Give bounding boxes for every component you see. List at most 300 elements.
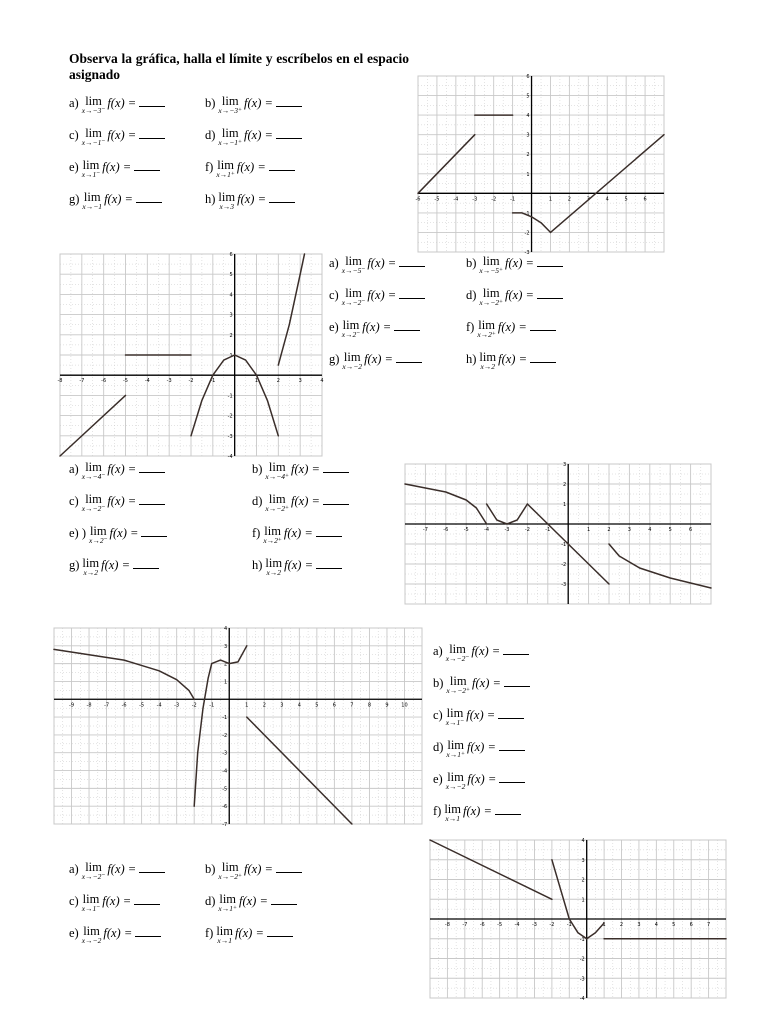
x-tick-label: -5 [463, 527, 469, 533]
x-tick-label: 7 [706, 922, 711, 928]
x-tick-label: -1 [566, 922, 572, 928]
x-tick-label: 1 [245, 702, 249, 709]
answer-blank[interactable] [498, 708, 524, 719]
answer-blank[interactable] [136, 192, 162, 203]
question-label: f) [466, 320, 475, 334]
function-expression: f(x) = [235, 926, 264, 940]
question-label: e) [433, 772, 443, 786]
x-tick-label: 2 [607, 527, 611, 533]
limit-operator: lim x→−2⁻ [81, 860, 106, 881]
x-tick-label: -3 [504, 527, 510, 533]
x-tick-label: -1 [545, 527, 551, 533]
y-tick-label: -2 [227, 413, 233, 420]
x-tick-label: 1 [548, 196, 553, 203]
x-tick-label: 4 [654, 922, 658, 928]
answer-blank[interactable] [504, 676, 530, 687]
y-tick-label: -3 [524, 250, 530, 256]
x-tick-label: -6 [443, 527, 449, 533]
x-tick-label: -3 [531, 922, 537, 928]
x-tick-label: -5 [123, 378, 128, 385]
y-tick-label: 4 [581, 838, 585, 844]
x-tick-label: -2 [491, 196, 497, 203]
answer-blank[interactable] [276, 862, 302, 873]
question-label: a) [329, 256, 339, 270]
limit-operator: lim x→1⁺ [446, 738, 465, 759]
function-expression: f(x) = [472, 676, 501, 690]
y-tick-label: -4 [222, 768, 228, 775]
x-tick-label: -8 [86, 702, 92, 709]
x-tick-label: -3 [174, 702, 180, 709]
answer-blank[interactable] [499, 772, 525, 783]
y-tick-label: 2 [563, 482, 567, 488]
x-tick-label: 7 [350, 702, 354, 709]
answer-blank[interactable] [139, 96, 165, 107]
x-tick-label: -2 [188, 378, 194, 385]
question-label: g) [69, 558, 80, 572]
x-tick-label: -5 [434, 196, 440, 203]
function-expression: f(x) = [291, 494, 320, 508]
instructions-title: Observa la gráfica, halla el límite y escríbelos en el espacio asignado [69, 51, 409, 82]
function-expression: f(x) = [107, 462, 137, 476]
limit-question [433, 804, 521, 823]
limit-question [252, 558, 342, 577]
question-label: d) [205, 128, 216, 142]
limit-question [466, 288, 563, 307]
limit-question [69, 894, 160, 913]
limit-question [69, 192, 162, 211]
answer-blank[interactable] [141, 526, 167, 537]
question-label: e) [329, 320, 339, 334]
function-expression: f(x) = [102, 160, 132, 174]
y-tick-label: 3 [563, 462, 567, 468]
answer-blank[interactable] [134, 160, 160, 171]
x-tick-label: -2 [549, 922, 555, 928]
limit-operator: lim x→−2⁻ [81, 492, 106, 513]
x-tick-label: -4 [514, 922, 520, 928]
answer-blank[interactable] [316, 558, 342, 569]
question-label: h) [466, 352, 477, 366]
question-label: a) [69, 862, 79, 876]
question-label: c) [69, 128, 79, 142]
limit-question [205, 862, 302, 881]
question-label: a) [69, 462, 79, 476]
y-tick-label: -2 [524, 230, 530, 237]
y-tick-label: -4 [227, 454, 233, 460]
function-expression: f(x) = [237, 192, 266, 206]
x-tick-label: -7 [104, 702, 110, 709]
limit-question [252, 462, 349, 481]
question-label: f) [205, 160, 214, 174]
function-expression: f(x) = [107, 494, 137, 508]
limit-question [433, 708, 524, 727]
x-tick-label: 2 [276, 378, 280, 385]
question-label: e) [69, 926, 79, 940]
x-tick-label: -1 [210, 378, 216, 385]
y-tick-label: 1 [526, 171, 530, 178]
limit-question [69, 160, 160, 179]
question-label: c) [433, 708, 443, 722]
limit-operator: lim x→2 [82, 556, 100, 577]
limit-operator: lim x→−1⁻ [81, 126, 106, 147]
limit-operator: lim x→−2⁻ [445, 642, 470, 663]
x-tick-label: -2 [524, 527, 530, 533]
function-expression: f(x) = [102, 894, 132, 908]
y-tick-label: -1 [579, 936, 585, 943]
limit-operator: lim x→3 [218, 190, 236, 211]
x-tick-label: 1 [602, 922, 606, 928]
question-label: d) [252, 494, 263, 508]
limit-operator: lim x→2 [479, 350, 497, 371]
graph-1 [415, 74, 664, 256]
function-expression: f(x) = [505, 256, 534, 270]
limit-operator: lim x→−2⁺ [446, 674, 471, 695]
limit-operator: lim x→1⁻ [445, 706, 465, 727]
question-label: a) [69, 96, 79, 110]
function-expression: f(x) = [362, 320, 392, 334]
limit-operator: lim x→−2⁺ [479, 286, 504, 307]
x-tick-label: 1 [254, 378, 259, 385]
x-tick-label: 2 [567, 196, 571, 203]
graph-4 [54, 626, 422, 828]
limit-operator: lim x→−2⁺ [218, 860, 243, 881]
y-tick-label: -3 [561, 582, 567, 588]
limit-question [69, 862, 165, 881]
answer-blank[interactable] [396, 352, 422, 363]
answer-blank[interactable] [276, 128, 302, 139]
question-label: g) [69, 192, 80, 206]
y-tick-label: -1 [222, 715, 228, 722]
y-tick-label: -2 [579, 956, 585, 963]
x-tick-label: -5 [497, 922, 503, 928]
x-tick-label: 3 [280, 702, 284, 709]
x-tick-label: 5 [315, 702, 319, 709]
limit-question [433, 740, 525, 759]
x-tick-label: -6 [415, 196, 421, 203]
answer-blank[interactable] [135, 926, 161, 937]
function-expression: f(x) = [244, 128, 273, 142]
limit-operator: lim x→2 [265, 556, 283, 577]
y-tick-label: -1 [561, 542, 567, 548]
question-label: f) [205, 926, 214, 940]
x-tick-label: 5 [668, 527, 672, 533]
x-tick-label: -4 [453, 196, 459, 203]
answer-blank[interactable] [394, 320, 420, 331]
function-expression: f(x) = [463, 804, 492, 818]
x-tick-label: -3 [166, 378, 172, 385]
answer-blank[interactable] [276, 96, 302, 107]
function-expression: f(x) = [244, 96, 273, 110]
x-tick-label: 3 [298, 378, 302, 385]
limit-question [205, 894, 297, 913]
y-tick-label: -2 [561, 562, 567, 568]
x-tick-label: 9 [385, 702, 389, 709]
x-tick-label: 3 [627, 527, 631, 533]
x-tick-label: -1 [209, 702, 215, 709]
y-tick-label: -6 [222, 804, 228, 811]
x-tick-label: -7 [79, 378, 85, 385]
y-tick-label: 4 [224, 626, 228, 632]
answer-blank[interactable] [134, 894, 160, 905]
answer-blank[interactable] [399, 256, 425, 267]
question-label: b) [205, 96, 216, 110]
answer-blank[interactable] [323, 462, 349, 473]
answer-blank[interactable] [530, 320, 556, 331]
answer-blank[interactable] [530, 352, 556, 363]
limit-question [69, 558, 159, 577]
limit-question [329, 256, 425, 275]
question-label: c) [329, 288, 339, 302]
limit-operator: lim x→2⁺ [477, 318, 496, 339]
y-tick-label: 3 [581, 857, 585, 864]
function-expression: f(x) = [466, 708, 496, 722]
limit-operator: lim x→−4⁻ [81, 460, 106, 481]
limit-operator: lim x→−3⁺ [218, 94, 243, 115]
graph-2 [57, 252, 324, 460]
y-tick-label: 2 [581, 877, 585, 884]
limit-operator: lim x→−1 [82, 190, 103, 211]
limit-question [205, 160, 295, 179]
x-tick-label: -2 [191, 702, 197, 709]
question-label: b) [205, 862, 216, 876]
y-tick-label: -1 [227, 393, 233, 400]
limit-question [69, 494, 165, 513]
y-tick-label: -1 [524, 210, 530, 217]
function-expression: f(x) = [107, 128, 137, 142]
y-tick-label: 1 [563, 502, 567, 508]
limit-operator: lim x→1 [444, 802, 461, 823]
limit-operator: lim x→−2 [81, 924, 102, 945]
y-tick-label: 6 [229, 252, 233, 258]
answer-blank[interactable] [139, 462, 165, 473]
limit-operator: lim x→1⁺ [218, 892, 237, 913]
x-tick-label: -5 [139, 702, 145, 709]
function-expression: f(x) = [104, 192, 133, 206]
answer-blank[interactable] [399, 288, 425, 299]
answer-blank[interactable] [139, 128, 165, 139]
limit-operator: lim x→1⁻ [81, 158, 101, 179]
limit-question [466, 320, 556, 339]
x-tick-label: -7 [462, 922, 468, 928]
function-expression: f(x) = [101, 558, 130, 572]
x-tick-label: 6 [689, 922, 693, 928]
answer-blank[interactable] [316, 526, 342, 537]
answer-blank[interactable] [269, 160, 295, 171]
question-label: d) [433, 740, 444, 754]
limit-operator: lim x→−3⁻ [81, 94, 106, 115]
question-label: d) [466, 288, 477, 302]
limit-operator: lim x→1 [216, 924, 233, 945]
limit-question [433, 676, 530, 695]
answer-blank[interactable] [269, 192, 295, 203]
x-tick-label: -6 [479, 922, 485, 928]
y-tick-label: -4 [579, 996, 585, 1002]
question-label: d) [205, 894, 216, 908]
question-label: b) [252, 462, 263, 476]
function-expression: f(x) = [109, 526, 139, 540]
limit-question [69, 96, 165, 115]
x-tick-label: 6 [643, 196, 647, 203]
y-tick-label: 3 [229, 312, 233, 319]
question-label: b) [433, 676, 444, 690]
function-expression: f(x) = [505, 288, 534, 302]
x-tick-label: 4 [648, 527, 652, 533]
limit-question [69, 128, 165, 147]
x-tick-label: -7 [422, 527, 428, 533]
y-tick-label: 2 [224, 661, 228, 668]
y-tick-label: -5 [222, 786, 228, 793]
limit-operator: lim x→−2 [445, 770, 466, 791]
x-tick-label: -8 [444, 922, 450, 928]
limit-question [329, 352, 422, 371]
x-tick-label: -6 [101, 378, 107, 385]
y-tick-label: 4 [229, 292, 233, 299]
function-expression: f(x) = [244, 862, 273, 876]
x-tick-label: -6 [121, 702, 127, 709]
answer-blank[interactable] [499, 740, 525, 751]
y-tick-label: -7 [222, 822, 228, 828]
limit-operator: lim x→2⁻ [341, 318, 361, 339]
function-expression: f(x) = [466, 740, 496, 754]
graph-3 [405, 464, 711, 604]
function-expression: f(x) = [284, 558, 313, 572]
limit-question [69, 526, 167, 545]
y-tick-label: 5 [229, 272, 233, 279]
x-tick-label: 2 [619, 922, 624, 928]
limit-question [69, 462, 165, 481]
question-label: h) [252, 558, 263, 572]
x-tick-label: 3 [586, 196, 590, 203]
y-tick-label: 3 [224, 643, 228, 650]
answer-blank[interactable] [537, 288, 563, 299]
function-expression: f(x) = [498, 352, 527, 366]
function-expression: f(x) = [291, 462, 320, 476]
limit-question [466, 352, 556, 371]
x-tick-label: 5 [624, 196, 628, 203]
y-tick-label: 5 [526, 93, 530, 100]
function-expression: f(x) = [238, 894, 268, 908]
function-expression: f(x) = [367, 256, 397, 270]
question-label: c) [69, 894, 79, 908]
x-tick-label: -4 [156, 702, 162, 709]
limit-question [252, 494, 349, 513]
function-expression: f(x) = [107, 96, 137, 110]
answer-blank[interactable] [139, 494, 165, 505]
x-tick-label: -4 [484, 527, 490, 533]
x-tick-label: 10 [401, 702, 408, 709]
x-tick-label: 2 [262, 702, 266, 709]
limit-question [466, 256, 563, 275]
x-tick-label: -9 [69, 702, 75, 709]
limit-question [329, 320, 420, 339]
y-tick-label: -3 [222, 750, 228, 757]
x-tick-label: 3 [637, 922, 641, 928]
question-label: a) [433, 644, 443, 658]
y-tick-label: 6 [526, 74, 530, 80]
limit-operator: lim x→−5⁻ [341, 254, 366, 275]
answer-blank[interactable] [495, 804, 521, 815]
graph-5 [430, 838, 726, 1002]
y-tick-label: 1 [581, 897, 585, 904]
limit-question [69, 926, 161, 945]
x-tick-label: 4 [297, 702, 301, 709]
limit-question [205, 96, 302, 115]
limit-operator: lim x→2⁺ [263, 524, 282, 545]
question-label: b) [466, 256, 477, 270]
y-tick-label: -3 [227, 433, 233, 440]
limit-operator: lim x→−1⁺ [218, 126, 243, 147]
function-expression: f(x) = [367, 288, 397, 302]
limit-question [205, 192, 295, 211]
function-expression: f(x) = [467, 772, 497, 786]
answer-blank[interactable] [271, 894, 297, 905]
function-expression: f(x) = [471, 644, 501, 658]
x-tick-label: 4 [320, 378, 324, 385]
function-expression: f(x) = [497, 320, 527, 334]
function-expression: f(x) = [103, 926, 133, 940]
answer-blank[interactable] [133, 558, 159, 569]
y-tick-label: 2 [229, 332, 233, 339]
question-label: g) [329, 352, 340, 366]
limit-question [205, 128, 302, 147]
limit-operator: lim x→2⁻ [89, 524, 108, 545]
limit-operator: lim x→1⁻ [81, 892, 101, 913]
question-label: f) [433, 804, 442, 818]
limit-operator: lim x→−4⁺ [265, 460, 290, 481]
limit-question [433, 772, 525, 791]
x-tick-label: -8 [57, 378, 63, 385]
x-tick-label: 6 [332, 702, 336, 709]
x-tick-label: 1 [587, 527, 591, 533]
question-label: f) [252, 526, 261, 540]
y-tick-label: -2 [222, 732, 228, 739]
limit-question [433, 644, 529, 663]
function-expression: f(x) = [283, 526, 313, 540]
answer-blank[interactable] [267, 926, 293, 937]
answer-blank[interactable] [323, 494, 349, 505]
limit-operator: lim x→−5⁺ [479, 254, 504, 275]
x-tick-label: -4 [144, 378, 150, 385]
limit-question [252, 526, 342, 545]
limit-question [329, 288, 425, 307]
limit-operator: lim x→−2⁻ [341, 286, 366, 307]
limit-operator: lim x→−2 [342, 350, 363, 371]
x-tick-label: 6 [689, 527, 693, 533]
function-expression: f(x) = [107, 862, 137, 876]
y-tick-label: 3 [526, 132, 530, 139]
y-tick-label: 2 [526, 152, 530, 159]
limit-question [205, 926, 293, 945]
x-tick-label: -3 [472, 196, 478, 203]
y-tick-label: -3 [579, 976, 585, 983]
question-label: e) [69, 160, 79, 174]
question-label: c) [69, 494, 79, 508]
limit-operator: lim x→−2⁺ [265, 492, 290, 513]
x-tick-label: 4 [605, 196, 609, 203]
y-tick-label: 4 [526, 113, 530, 120]
x-tick-label: 5 [672, 922, 676, 928]
question-label: h) [205, 192, 216, 206]
y-tick-label: 1 [224, 679, 228, 686]
x-tick-label: -1 [510, 196, 516, 203]
answer-blank[interactable] [537, 256, 563, 267]
y-tick-label: 1 [229, 353, 233, 359]
answer-blank[interactable] [139, 862, 165, 873]
function-expression: f(x) = [364, 352, 393, 366]
question-label: e) ) [69, 526, 86, 540]
limit-operator: lim x→1⁺ [216, 158, 235, 179]
x-tick-label: 8 [367, 702, 372, 709]
answer-blank[interactable] [503, 644, 529, 655]
